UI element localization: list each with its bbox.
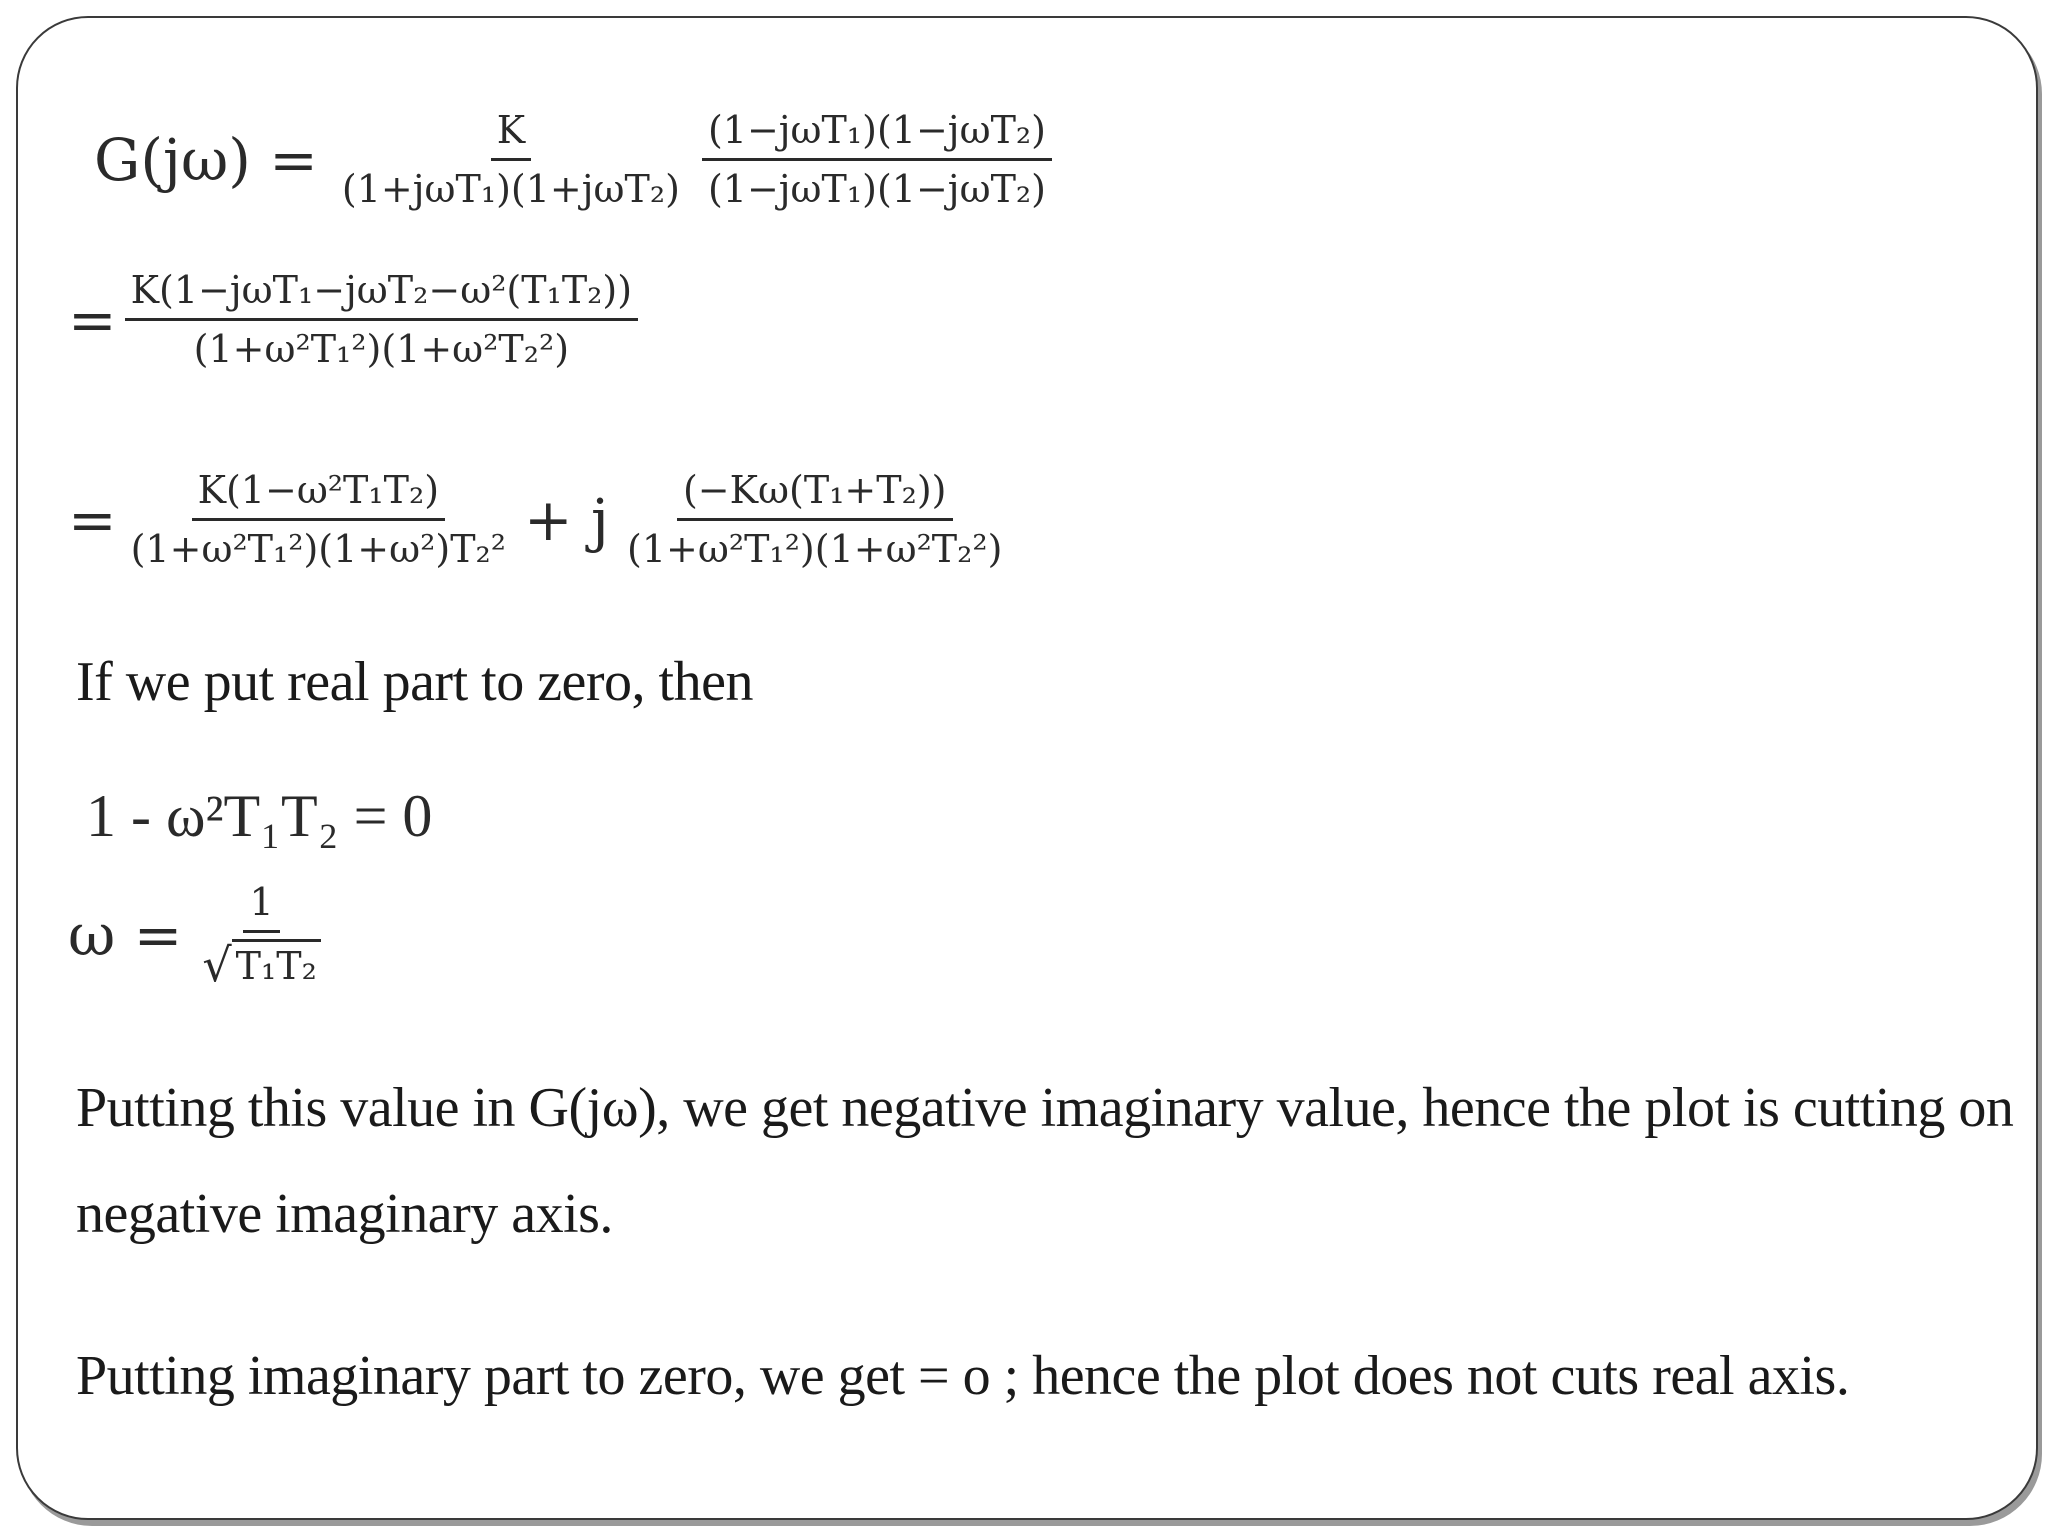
- square-root: [202, 938, 320, 992]
- fraction-denominator: [196, 933, 326, 990]
- equation-real-imag: [68, 468, 1016, 571]
- fraction-numerator: K(1−jωT₁−jωT₂−ω²(T₁T₂)): [125, 268, 638, 321]
- fraction-k: [336, 108, 686, 211]
- fraction-expanded: [125, 268, 638, 371]
- text-imaginary-part-zero: Putting imaginary part to zero, we get = o ; hence the plot does not cuts real axis.: [76, 1345, 1850, 1407]
- fraction-numerator: 1: [243, 880, 279, 933]
- fraction-imag-part: [621, 468, 1008, 571]
- equation-g-jw: [94, 108, 1060, 211]
- fraction-numerator: (1−jωT₁)(1−jωT₂): [702, 108, 1052, 161]
- equation-text: 1 - ω²T₁T₂ = 0: [86, 783, 433, 849]
- text-negative-imaginary-line1: Putting this value in G(jω), we get negative imaginary value, hence the plot is cutting on: [76, 1077, 2014, 1139]
- fraction-denominator: (1+jωT₁)(1+jωT₂): [341, 167, 680, 211]
- text-real-part-zero: If we put real part to zero, then: [76, 651, 753, 713]
- text-negative-imaginary-line2: negative imaginary axis.: [76, 1183, 613, 1245]
- fraction-denominator: (1+ω²T₁²)(1+ω²)T₂²: [130, 527, 507, 571]
- equation-expanded: [68, 268, 646, 371]
- radical-sign-icon: √: [202, 938, 232, 992]
- equals-sign: =: [68, 485, 117, 554]
- fraction-denominator: (1−jωT₁)(1−jωT₂): [707, 167, 1046, 211]
- fraction-numerator: (−Kω(T₁+T₂)): [677, 468, 953, 521]
- fraction-conjugate: [702, 108, 1052, 211]
- fraction-denominator: (1+ω²T₁²)(1+ω²T₂²): [627, 527, 1003, 571]
- fraction-numerator: K(1−ω²T₁T₂): [192, 468, 445, 521]
- fraction-denominator: (1+ω²T₁²)(1+ω²T₂²): [193, 327, 570, 371]
- fraction-omega: [196, 880, 326, 990]
- equals-sign: =: [68, 285, 117, 354]
- equation-lhs: G(jω) =: [94, 125, 318, 194]
- equation-lhs: ω =: [68, 901, 183, 969]
- fraction-real-part: [125, 468, 512, 571]
- radicand: T₁T₂: [232, 939, 321, 988]
- plus-j: + j: [524, 485, 610, 554]
- equation-omega-value: [68, 880, 335, 990]
- fraction-numerator: K: [491, 108, 531, 161]
- equation-omega-condition: [86, 782, 432, 851]
- slide-frame: [16, 16, 2038, 1520]
